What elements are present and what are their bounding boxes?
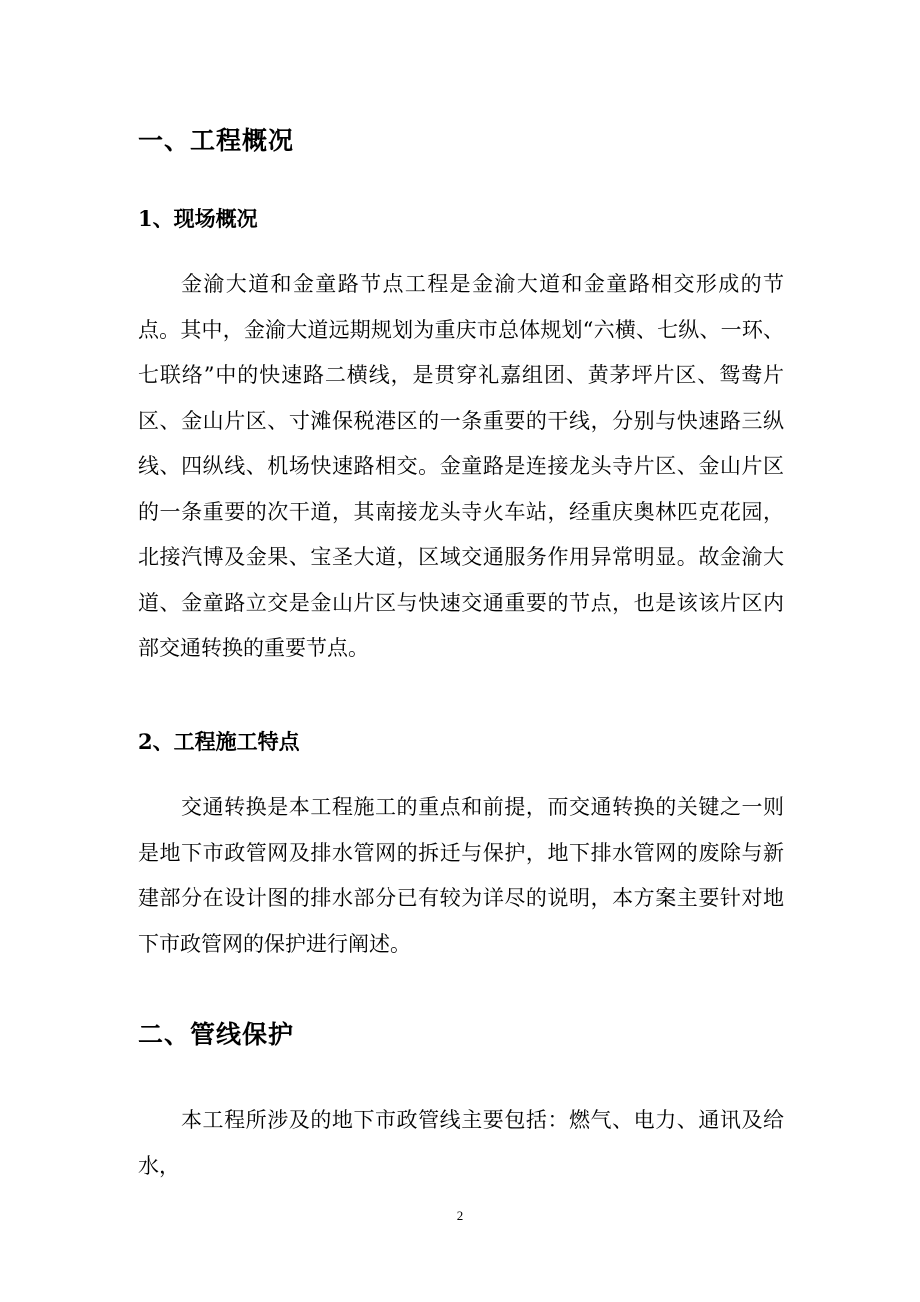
- paragraph-construction-features: 交通转换是本工程施工的重点和前提，而交通转换的关键之一则是地下市政管网及排水管网的拆迁与保护，地下排水管网的废除与新建部分在设计图的排水部分已有较为详尽的说明，本方案主要针对地下市政管网的保护进行阐述。: [138, 795, 784, 956]
- section-heading-pipeline: 二、管线保护: [138, 1020, 295, 1049]
- subsection-heading-site: 1、现场概况: [138, 206, 258, 231]
- paragraph-pipeline-protection: 本工程所涉及的地下市政管线主要包括：燃气、电力、通讯及给水，: [138, 1108, 784, 1178]
- paragraph-site-overview: 金渝大道和金童路节点工程是金渝大道和金童路相交形成的节点。其中，金渝大道远期规划为重庆市总体规划“六横、七纵、一环、七联络”中的快速路二横线，是贯穿礼嘉组团、黄茅坪片区、鸳鸯片区、金山片区、寸滩保税港区的一条重要的干线，分别与快速路三纵线、四纵线、机场快速路相交。金童路是连接龙头寺片区、金山片区的一条重要的次干道，其南接龙头寺火车站，经重庆奥林匹克花园，北接汽博及金果、宝圣大道，区域交通服务作用异常明显。故金渝大道、金童路立交是金山片区与快速交通重要的节点，也是该该片区内部交通转换的重要节点。: [138, 272, 784, 660]
- subsection-heading-construction: 2、工程施工特点: [138, 729, 300, 754]
- section-heading-overview: 一、工程概况: [138, 126, 295, 155]
- page-number: 2: [456, 1208, 464, 1223]
